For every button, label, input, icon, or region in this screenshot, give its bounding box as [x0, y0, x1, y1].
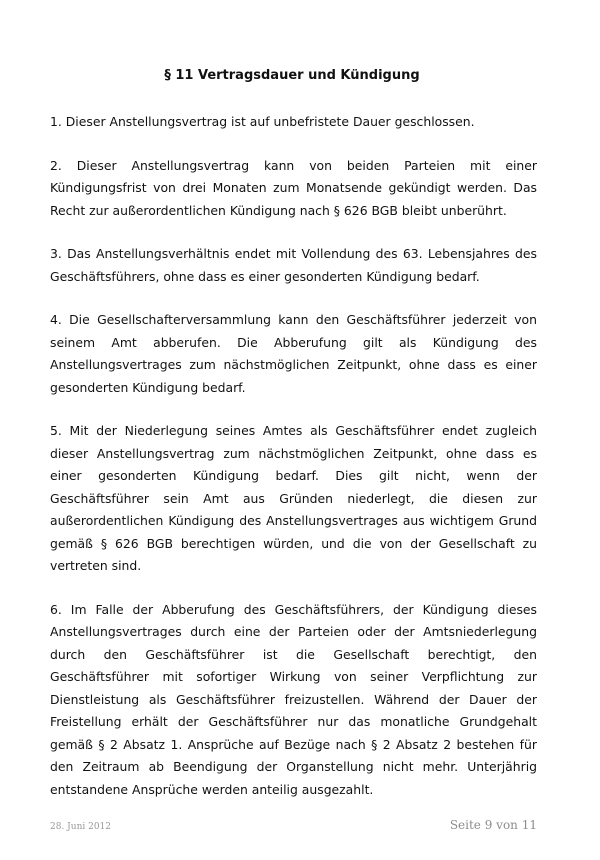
page-number: Seite 9 von 11: [449, 818, 537, 832]
clause-2: 2. Dieser Anstellungsvertrag kann von beiden Parteien mit einer Kündigungsfrist von drei Monaten zum Monatsende gekündigt werden. Das Recht zur außerordentlichen Kündigung nach § 626 BGB bleibt unberührt.: [50, 157, 537, 218]
clause-6: 6. Im Falle der Abberufung des Geschäftsführers, der Kündigung dieses Anstellungsvertrages durch eine der Parteien oder der Amtsniederlegung durch den Geschäftsführer ist die Gesellschaft berechtigt, den Geschäftsführer mit sofortiger Wirkung von seiner Verpflichtung zur Dienstleistung als Geschäftsführer freizustellen. Während der Dauer der Freistellung erhält der Geschäftsführer nur das monatliche Grundgehalt gemäß § 2 Absatz 1. Ansprüche auf Bezüge nach § 2 Absatz 2 bestehen für den Zeitraum ab Beendigung der Organstellung nicht mehr. Unterjährig entstandene Ansprüche werden anteilig ausgezahlt.: [50, 601, 537, 797]
footer-date: 28. Juni 2012: [50, 822, 112, 832]
clause-list: [50, 111, 537, 822]
clause-5: 5. Mit der Niederlegung seines Amtes als Geschäftsführer endet zugleich dieser Anstellungsvertrag zum nächstmöglichen Zeitpunkt, ohne dass es einer gesonderten Kündigung bedarf. Dies gilt nicht, wenn der Geschäftsführer sein Amt aus Gründen niederlegt, die diesen zur außerordentlichen Kündigung des Anstellungsvertrages aus wichtigem Grund gemäß § 626 BGB berechtigen würden, und die von der Gesellschaft zu vertreten sind.: [50, 423, 537, 573]
clause-4: 4. Die Gesellschafterversammlung kann den Geschäftsführer jederzeit von seinem Amt abberufen. Die Abberufung gilt als Kündigung des Anstellungsvertrages zum nächstmöglichen Zeitpunkt, ohne dass es einer gesonderten Kündigung bedarf.: [50, 312, 537, 395]
section-heading: § 11 Vertragsdauer und Kündigung: [164, 68, 420, 83]
clause-1: 1. Dieser Anstellungsvertrag ist auf unbefristete Dauer geschlossen.: [50, 114, 475, 129]
clause-3: 3. Das Anstellungsverhältnis endet mit Vollendung des 63. Lebensjahres des Geschäftsführers, ohne dass es einer gesonderten Kündigung bedarf.: [50, 246, 537, 284]
